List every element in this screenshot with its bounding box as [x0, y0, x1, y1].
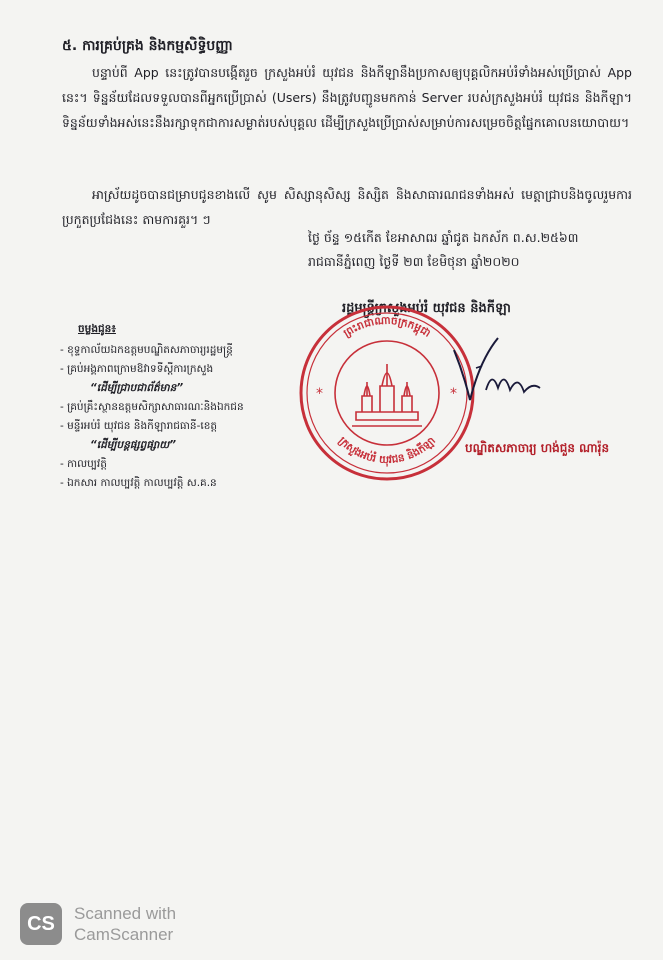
recipient-item: - ខុទ្ទកាល័យឯកឧត្តមបណ្ឌិតសភាចារ្យរដ្ឋមន្ត្រី: [60, 344, 233, 356]
svg-text:*: *: [450, 386, 457, 402]
recipient-item: - គ្រប់គ្រឹះស្ថានឧត្តមសិក្សាសាធារណៈនិងឯកជន: [60, 401, 244, 413]
recipients-list: [60, 320, 320, 493]
recipient-item: - គ្រប់អង្គភាពក្រោមឱវាទទីស្តីការក្រសួង: [60, 363, 214, 375]
date-block: [308, 226, 638, 274]
recipient-purpose-note: “ដើម្បីជ្រាបជាព័ត៌មាន”: [90, 382, 184, 394]
camscanner-watermark: [74, 903, 176, 945]
watermark-line-1: Scanned with: [74, 904, 177, 923]
seal-bottom-text: ក្រសួងអប់រំ យុវជន និងកីឡា: [336, 434, 438, 467]
lunar-date-line: ថ្ងៃ ច័ន្ទ ១៥កើត ខែអាសាឍ ឆ្នាំជូត ឯកស័ក ព.ស.២៥៦៣: [308, 230, 579, 245]
recipients-heading: ចម្លងជូន៖: [78, 323, 116, 335]
solar-date-line: រាជធានីភ្នំពេញ ថ្ងៃទី ២៣ ខែមិថុនា ឆ្នាំ២០២០: [308, 254, 520, 269]
svg-text:*: *: [316, 386, 323, 402]
section-heading: ៥. ការគ្រប់គ្រង និងកម្មសិទ្ធិបញ្ញា: [62, 38, 233, 54]
signer-name: បណ្ឌិតសភាចារ្យ ហង់ជួន ណារ៉ុន: [465, 441, 610, 455]
paragraph-app-management: បន្ទាប់ពី App នេះត្រូវបានបង្កើតរួច ក្រសួងអប់រំ យុវជន និងកីឡានឹងប្រកាសឲ្យបុគ្គលិកអប់រំទាំងអស់ប្រើប្រាស់ App នេះ។ ទិន្នន័យដែលទទួលបានពីអ្នកប្រើប្រាស់ (Users) នឹងត្រូវបញ្ជូនមកកាន់ Server របស់ក្រសួងអប់រំ យុវជន និងកីឡា។ ទិន្នន័យទាំងអស់នេះនឹងរក្សាទុកជាការសម្ងាត់របស់បុគ្គល ដើម្បីក្រសួងប្រើប្រាស់សម្រាប់ការសម្រេចចិត្តផ្នែកគោលនយោបាយ។: [62, 65, 632, 130]
signature-icon: [446, 330, 546, 410]
paragraph-conclusion: អាស្រ័យដូចបានជម្រាបជូនខាងលើ សូម សិស្សានុសិស្ស និស្សិត និងសាធារណជនទាំងអស់ មេត្តាជ្រាបនិងចូលរួមការប្រកួតប្រជែងនេះ តាមការគួរ។ ៗ: [62, 187, 632, 227]
recipient-item: - មន្ទីរអប់រំ យុវជន និងកីឡារាជធានី-ខេត្ត: [60, 420, 218, 432]
svg-text:ក្រសួងអប់រំ យុវជន និងកីឡា: [336, 435, 438, 468]
svg-text:ព្រះរាជាណាចក្រកម្ពុជា: [342, 315, 433, 340]
camscanner-logo-icon: CS: [20, 903, 62, 945]
minister-title: រដ្ឋមន្ត្រីក្រសួងអប់រំ យុវជន និងកីឡា: [342, 301, 511, 316]
recipient-item: - កាលប្បវត្តិ: [60, 458, 107, 470]
recipient-purpose-note: “ដើម្បីបន្តផ្សព្វផ្សាយ”: [90, 439, 177, 451]
recipient-item: - ឯកសារ កាលប្បវត្តិ កាលប្បវត្តិ ស.គ.ន: [60, 477, 217, 489]
watermark-line-2: CamScanner: [74, 925, 174, 944]
seal-top-text: ព្រះរាជាណាចក្រកម្ពុជា: [341, 314, 433, 340]
